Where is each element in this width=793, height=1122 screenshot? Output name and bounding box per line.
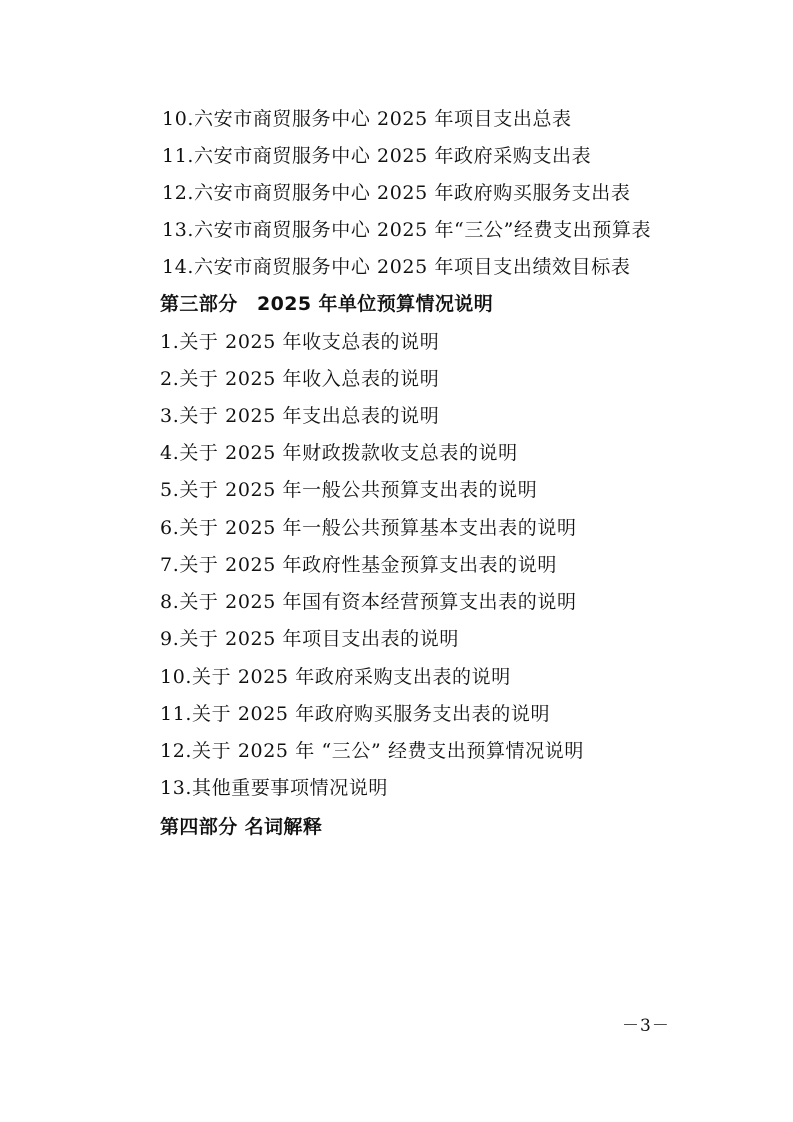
toc-item-part3-11: 11.关于 2025 年政府购买服务支出表的说明 (160, 703, 551, 725)
part3-heading: 第三部分 2025 年单位预算情况说明 (160, 293, 494, 315)
toc-item-part3-5: 5.关于 2025 年一般公共预算支出表的说明 (160, 479, 538, 501)
toc-item-part3-9: 9.关于 2025 年项目支出表的说明 (160, 628, 459, 650)
toc-item-part3-1: 1.关于 2025 年收支总表的说明 (160, 331, 440, 353)
toc-item-part3-13: 13.其他重要事项情况说明 (160, 777, 389, 799)
toc-item-part3-7: 7.关于 2025 年政府性基金预算支出表的说明 (160, 554, 557, 576)
toc-item-part2-13: 13.六安市商贸服务中心 2025 年“三公”经费支出预算表 (162, 219, 652, 241)
toc-item-part3-12: 12.关于 2025 年 “三公” 经费支出预算情况说明 (160, 740, 584, 762)
toc-item-part3-6: 6.关于 2025 年一般公共预算基本支出表的说明 (160, 517, 577, 539)
toc-item-part2-11: 11.六安市商贸服务中心 2025 年政府采购支出表 (162, 145, 592, 167)
toc-item-part3-4: 4.关于 2025 年财政拨款收支总表的说明 (160, 442, 518, 464)
part4-heading: 第四部分 名词解释 (160, 816, 323, 838)
toc-item-part2-12: 12.六安市商贸服务中心 2025 年政府购买服务支出表 (162, 182, 631, 204)
toc-item-part3-10: 10.关于 2025 年政府采购支出表的说明 (160, 666, 511, 688)
toc-item-part3-2: 2.关于 2025 年收入总表的说明 (160, 368, 440, 390)
toc-item-part2-10: 10.六安市商贸服务中心 2025 年项目支出总表 (162, 108, 572, 130)
toc-item-part2-14: 14.六安市商贸服务中心 2025 年项目支出绩效目标表 (162, 256, 631, 278)
page-number: －3－ (622, 1016, 670, 1036)
toc-item-part3-3: 3.关于 2025 年支出总表的说明 (160, 405, 440, 427)
toc-item-part3-8: 8.关于 2025 年国有资本经营预算支出表的说明 (160, 591, 577, 613)
